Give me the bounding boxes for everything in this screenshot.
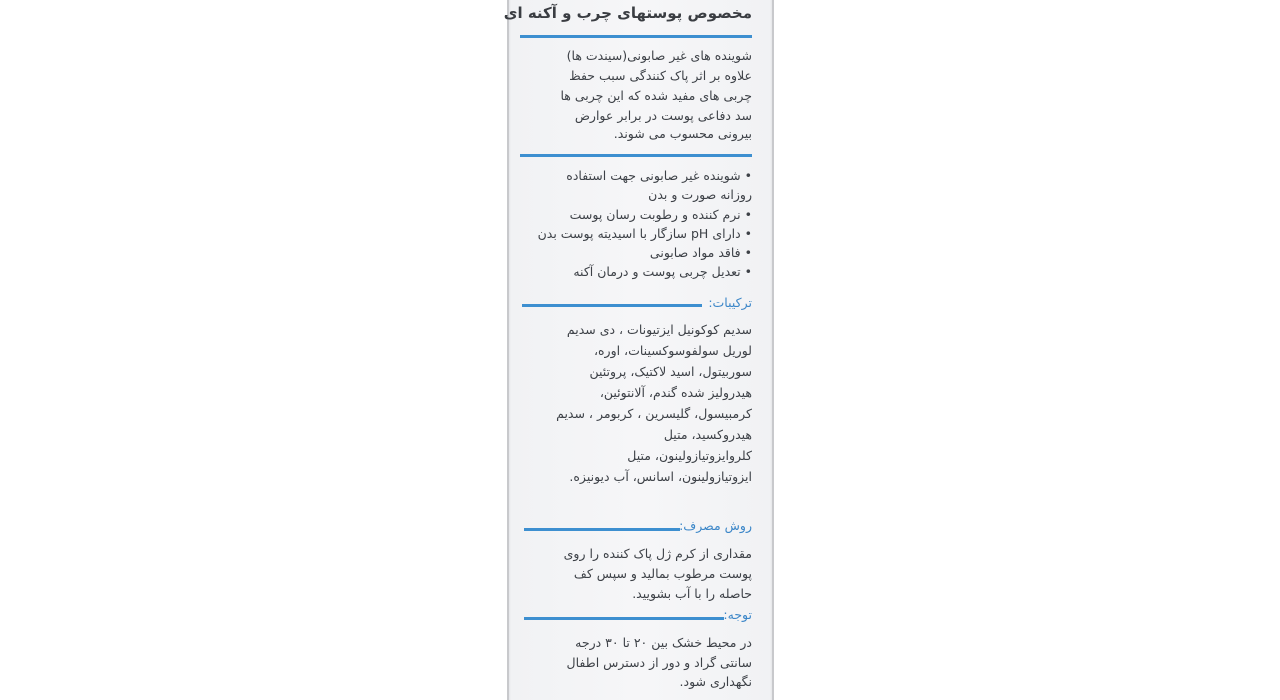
intro-line: سد دفاعی پوست در برابر عوارض: [574, 108, 752, 123]
divider-line: [520, 35, 752, 38]
feature-item: • شوینده غیر صابونی جهت استفاده: [566, 168, 752, 183]
box-left-edge: [507, 0, 509, 700]
intro-line: چربی های مفید شده که این چربی ها: [560, 88, 752, 103]
intro-line: علاوه بر اثر پاک کنندگی سبب حفظ: [569, 68, 752, 83]
ingredient-line: هیدروکسید، متیل: [663, 427, 752, 442]
usage-line: مقداری از کرم ژل پاک کننده را روی: [563, 546, 752, 561]
caution-line: در محیط خشک بین ۲۰ تا ۳۰ درجه: [575, 635, 752, 650]
caution-line: سانتی گراد و دور از دسترس اطفال: [566, 655, 752, 670]
ingredient-line: هیدرولیز شده گندم، آلانتوئین،: [599, 385, 752, 400]
heading-underline: [524, 617, 724, 620]
feature-item: • تعدیل چربی پوست و درمان آکنه: [573, 264, 752, 279]
feature-item: روزانه صورت و بدن: [648, 187, 752, 202]
caution-heading: توجه:: [723, 607, 752, 622]
divider-line: [520, 154, 752, 157]
ingredient-line: سدیم کوکونیل ایزتیونات ، دی سدیم: [566, 322, 752, 337]
product-title: مخصوص پوستهای چرب و آکنه ای: [503, 4, 752, 22]
ingredients-heading: ترکیبات:: [708, 295, 752, 310]
feature-item: • دارای pH سازگار با اسیدیته پوست بدن: [537, 226, 752, 241]
usage-line: حاصله را با آب بشویید.: [632, 586, 752, 601]
ingredient-line: کلروایزوتیازولینون، متیل: [627, 448, 752, 463]
heading-underline: [522, 304, 702, 307]
ingredient-line: کرمبیسول، گلیسرین ، کربومر ، سدیم: [556, 406, 752, 421]
caution-line: نگهداری شود.: [679, 674, 752, 689]
ingredient-line: سوربیتول، اسید لاکتیک، پروتئین: [589, 364, 752, 379]
intro-line: شوینده های غیر صابونی(سیندت ها): [566, 48, 752, 63]
feature-item: • نرم کننده و رطوبت رسان پوست: [569, 207, 752, 222]
heading-underline: [524, 528, 680, 531]
intro-line: بیرونی محسوب می شوند.: [613, 126, 752, 141]
usage-line: پوست مرطوب بمالید و سپس کف: [573, 566, 752, 581]
ingredient-line: لوریل سولفوسوکسینات، اوره،: [593, 343, 752, 358]
ingredient-line: ایزوتیازولینون، اسانس، آب دیونیزه.: [569, 469, 752, 484]
feature-item: • فاقد مواد صابونی: [649, 245, 752, 260]
usage-heading: روش مصرف:: [679, 518, 752, 533]
box-right-edge: [772, 0, 774, 700]
